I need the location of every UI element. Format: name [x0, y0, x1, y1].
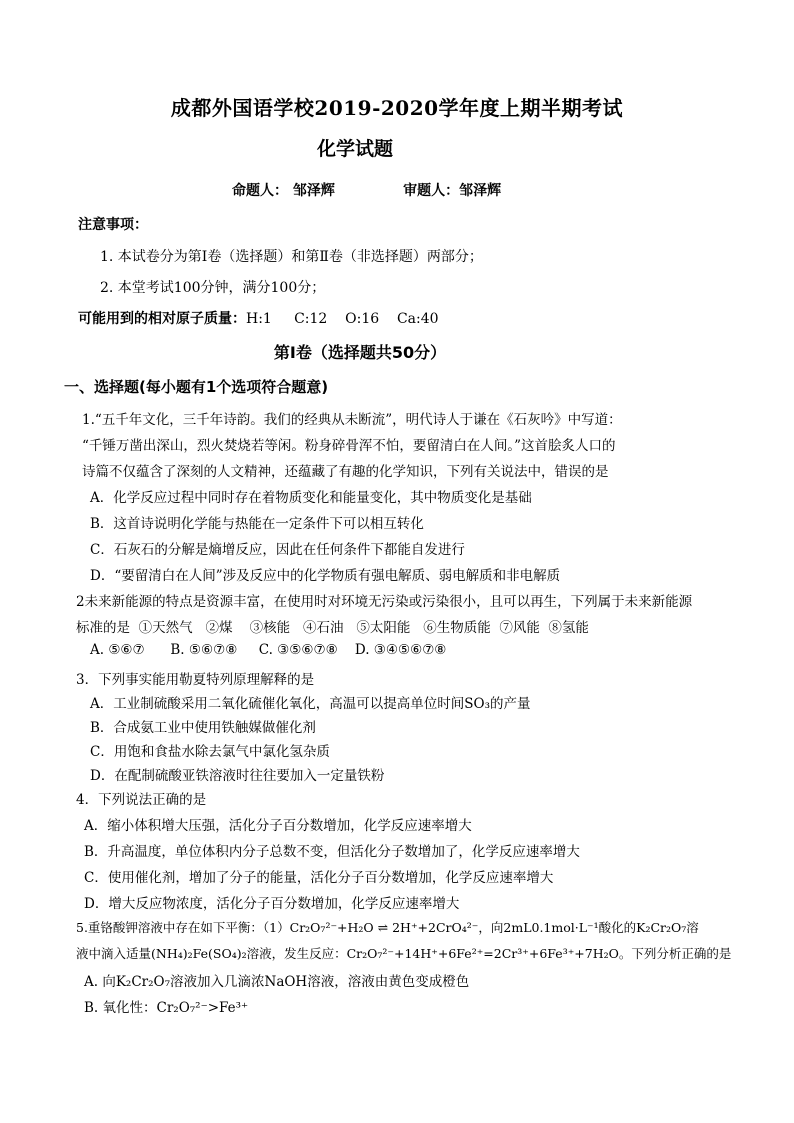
question-1-option-d: D．“要留清白在人间”涉及反应中的化学物质有强电解质、弱电解质和非电解质: [90, 568, 561, 584]
question-1-option-b: B．这首诗说明化学能与热能在一定条件下可以相互转化: [90, 516, 424, 532]
notes-heading: 注意事项：: [78, 217, 148, 233]
atomic-mass-values: H:1 C:12 O:16 Ca:40: [246, 311, 439, 327]
question-4-option-b: B．升高温度，单位体积内分子总数不变，但活化分子数增加了，化学反应速率增大: [84, 844, 580, 860]
section-title: 第Ⅰ卷（选择题共50分）: [273, 343, 447, 362]
question-5-option-b: B. 氧化性：Cr₂O₇²⁻>Fe³⁺: [84, 1000, 249, 1016]
note-item-2: 2. 本堂考试100分钟，满分100分；: [100, 280, 326, 296]
note-item-1: 1. 本试卷分为第Ⅰ卷（选择题）和第Ⅱ卷（非选择题）两部分；: [100, 249, 483, 265]
exam-subtitle: 化学试题: [316, 138, 393, 160]
question-3-stem: 3．下列事实能用勒夏特列原理解释的是: [76, 672, 315, 688]
question-3-option-c: C．用饱和食盐水除去氯气中氯化氢杂质: [90, 744, 330, 760]
atomic-mass-label: 可能用到的相对原子质量：: [78, 311, 246, 327]
question-2-line-1: 2未来新能源的特点是资源丰富，在使用时对环境无污染或污染很小，且可以再生，下列属于未来新能源: [76, 594, 693, 610]
question-4-option-c: C．使用催化剂，增加了分子的能量，活化分子百分数增加，化学反应速率增大: [84, 870, 554, 886]
question-1-line-2: “千锤万凿出深山，烈火焚烧若等闲。粉身碎骨浑不怕，要留清白在人间。”这首脍炙人口的: [82, 438, 616, 454]
question-3-option-a: A．工业制硫酸采用二氧化硫催化氧化，高温可以提高单位时间SO₃的产量: [90, 696, 531, 712]
exam-authors: 命题人： 邹泽辉 审题人：邹泽辉: [232, 183, 502, 199]
question-3-option-b: B．合成氨工业中使用铁触媒做催化剂: [90, 720, 316, 736]
question-1-option-a: A．化学反应过程中同时存在着物质变化和能量变化，其中物质变化是基础: [90, 490, 532, 506]
question-3-option-d: D．在配制硫酸亚铁溶液时往往要加入一定量铁粉: [90, 768, 385, 784]
exam-title: 成都外国语学校2019-2020学年度上期半期考试: [170, 96, 624, 120]
question-5-line-2: 液中滴入适量(NH₄)₂Fe(SO₄)₂溶液，发生反应：Cr₂O₇²⁻+14H⁺+6Fe²⁺=2Cr³⁺+6Fe³⁺+7H₂O。下列分析正确的是: [76, 946, 732, 961]
question-4-option-d: D．增大反应物浓度，活化分子百分数增加，化学反应速率增大: [84, 896, 460, 912]
part-title: 一、选择题(每小题有1个选项符合题意): [64, 378, 329, 396]
question-1-option-c: C．石灰石的分解是熵增反应，因此在任何条件下都能自发进行: [90, 542, 465, 558]
question-1-line-3: 诗篇不仅蕴含了深刻的人文精神，还蕴藏了有趣的化学知识，下列有关说法中，错误的是: [82, 464, 609, 480]
question-4-stem: 4．下列说法正确的是: [76, 792, 207, 808]
question-2-options: A. ⑤⑥⑦ B. ⑤⑥⑦⑧ C. ③⑤⑥⑦⑧ D. ③④⑤⑥⑦⑧: [90, 642, 447, 658]
question-5-line-1: 5.重铬酸钾溶液中存在如下平衡：（1）Cr₂O₇²⁻+H₂O ⇌ 2H⁺+2CrO₄²⁻，向2mL0.1mol·L⁻¹酸化的K₂Cr₂O₇溶: [76, 920, 699, 935]
question-4-option-a: A．缩小体积增大压强，活化分子百分数增加，化学反应速率增大: [84, 818, 472, 834]
question-2-line-2: 标准的是 ①天然气 ②煤 ③核能 ④石油 ⑤太阳能 ⑥生物质能 ⑦风能 ⑧氢能: [76, 620, 589, 636]
question-1-line-1: 1.“五千年文化，三千年诗韵。我们的经典从未断流”，明代诗人于谦在《石灰吟》中写道：: [82, 412, 622, 428]
question-5-option-a: A. 向K₂Cr₂O₇溶液加入几滴浓NaOH溶液，溶液由黄色变成橙色: [84, 974, 470, 990]
atomic-mass-line: [78, 308, 439, 328]
